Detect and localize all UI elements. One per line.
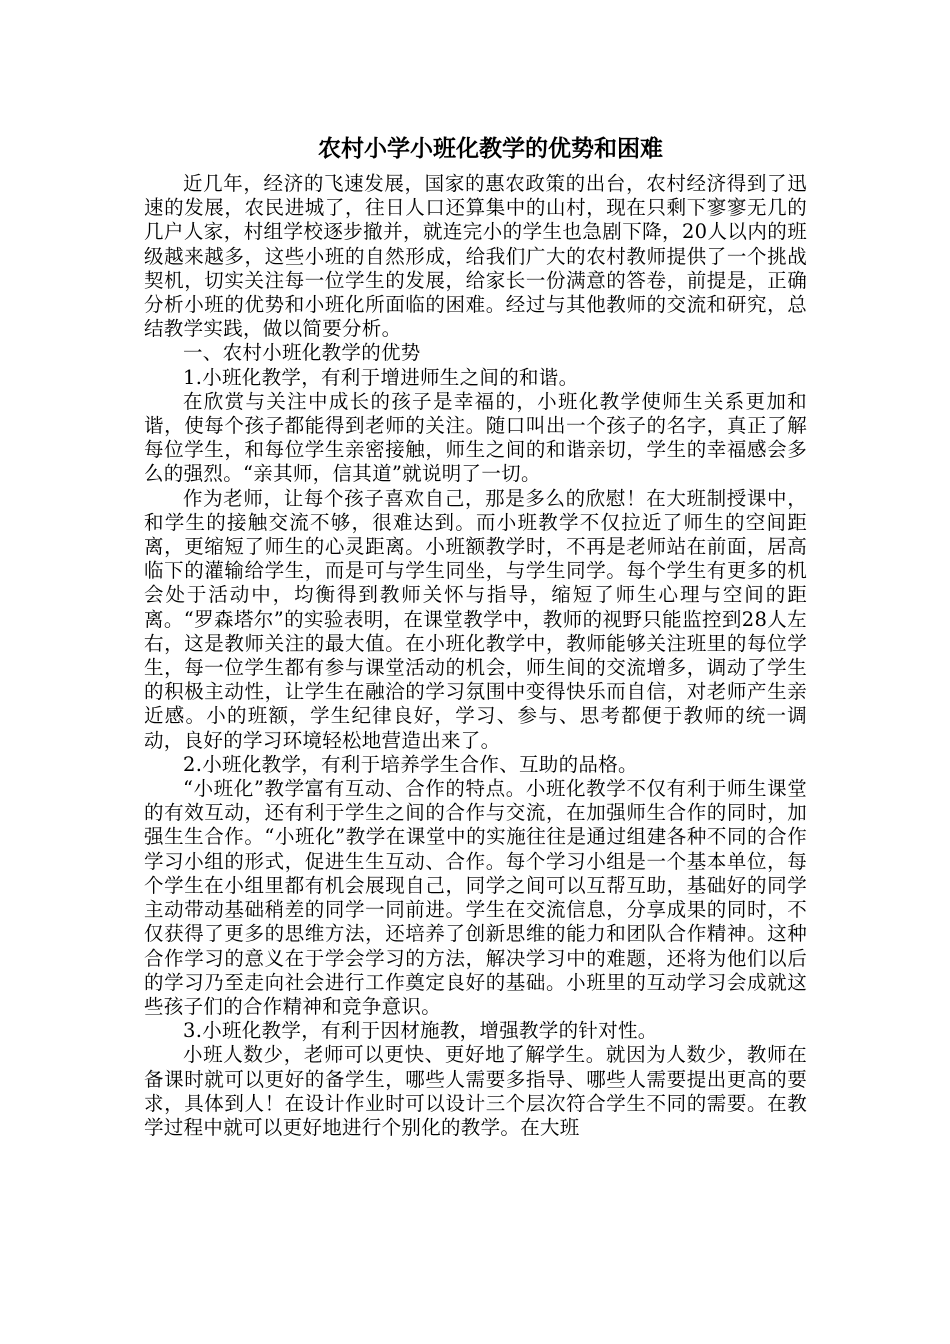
section-heading-advantages: 一、农村小班化教学的优势 [183, 341, 421, 365]
paragraph-cooperation: “小班化”教学富有互动、合作的特点。小班化教学不仅有利于师生课堂的有效互动，还有利于学生之间的合作与交流，在加强师生合作的同时，加强生生合作。“小班化”教学在课堂中的实施往往是通过组建各种不同的合作学习小组的形式，促进生生互动、合作。每个学习小组是一个基本单位，每个学生在小组里都有机会展现自己，同学之间可以互帮互助，基础好的同学主动带动基础稍差的同学一同前进。学生在交流信息，分享成果的同时，不仅获得了更多的思维方法，还培养了创新思维的能力和团队合作精神。这种合作学习的意义在于学会学习的方法，解决学习中的难题，还将为他们以后的学习乃至走向社会进行工作奠定良好的基础。小班里的互动学习会成就这些孩子们的合作精神和竞争意识。 [144, 777, 807, 1018]
document-title: 农村小学小班化教学的优势和困难 [318, 135, 663, 162]
paragraph-teacher-attention: 作为老师，让每个孩子喜欢自己，那是多么的欣慰！在大班制授课中，和学生的接触交流不够，很难达到。而小班教学不仅拉近了师生的空间距离，更缩短了师生的心灵距离。小班额教学时，不再是老师站在前面，居高临下的灌输给学生，而是可与学生同坐，与学生同学。每个学生有更多的机会处于活动中，均衡得到教师关怀与指导，缩短了师生心理与空间的距离。“罗森塔尔”的实验表明，在课堂教学中，教师的视野只能监控到28人左右，这是教师关注的最大值。在小班化教学中，教师能够关注班里的每位学生，每一位学生都有参与课堂活动的机会，师生间的交流增多，调动了学生的积极主动性，让学生在融洽的学习氛围中变得快乐而自信，对老师产生亲近感。小的班额，学生纪律良好，学习、参与、思考都便于教师的统一调动，良好的学习环境轻松地营造出来了。 [144, 486, 807, 752]
paragraph-intro: 近几年，经济的飞速发展，国家的惠农政策的出台，农村经济得到了迅速的发展，农民进城了，往日人口还算集中的山村，现在只剩下寥寥无几的几户人家，村组学校逐步撤并，就连完小的学生也急剧下降，20人以内的班级越来越多，这些小班的自然形成，给我们广大的农村教师提供了一个挑战契机，切实关注每一位学生的发展，给家长一份满意的答卷，前提是，正确分析小班的优势和小班化所面临的困难。经过与其他教师的交流和研究，总结教学实践，做以简要分析。 [144, 172, 807, 341]
document-page [144, 130, 807, 1330]
subheading-harmony: 1.小班化教学，有利于增进师生之间的和谐。 [183, 365, 579, 389]
paragraph-harmony: 在欣赏与关注中成长的孩子是幸福的，小班化教学使师生关系更加和谐，使每个孩子都能得到老师的关注。随口叫出一个孩子的名字，真正了解每位学生，和每位学生亲密接触，师生之间的和谐亲切，学生的幸福感会多么的强烈。“亲其师，信其道”就说明了一切。 [144, 389, 807, 486]
subheading-individualized: 3.小班化教学，有利于因材施教，增强教学的针对性。 [183, 1019, 658, 1043]
paragraph-individualized: 小班人数少，老师可以更快、更好地了解学生。就因为人数少，教师在备课时就可以更好的备学生，哪些人需要多指导、哪些人需要提出更高的要求，具体到人！在设计作业时可以设计三个层次符合学生不同的需要。在教学过程中就可以更好地进行个别化的教学。在大班 [144, 1043, 807, 1139]
subheading-cooperation: 2.小班化教学，有利于培养学生合作、互助的品格。 [183, 752, 638, 776]
